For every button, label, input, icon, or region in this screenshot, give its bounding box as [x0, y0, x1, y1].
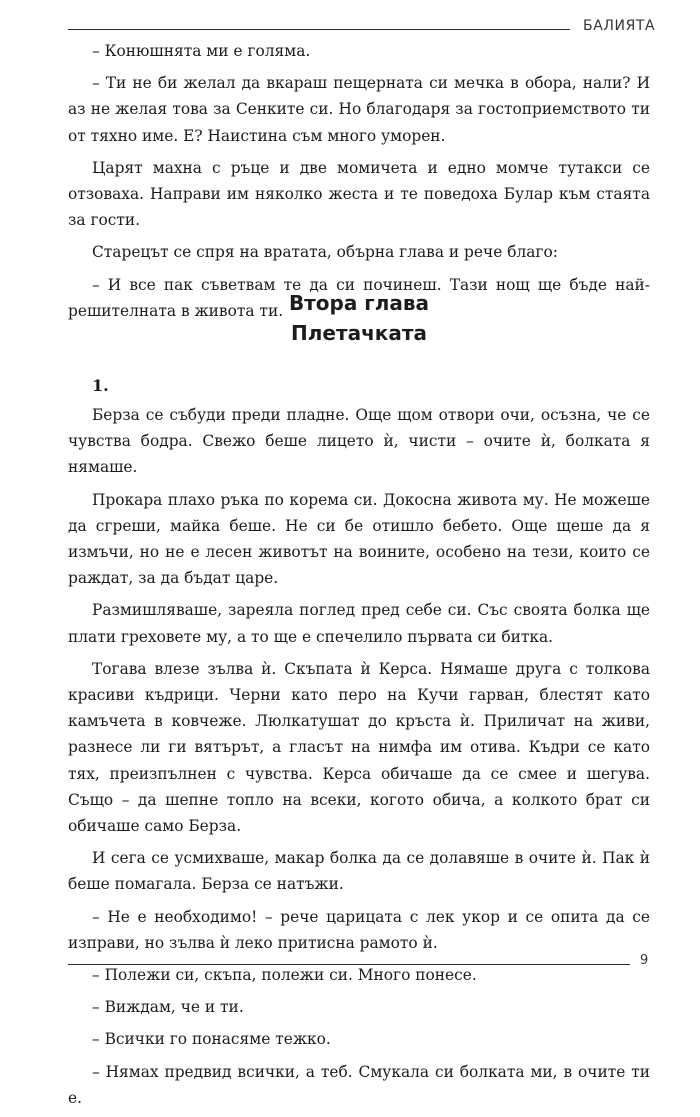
paragraph: Тогава влезе зълва ѝ. Скъпата ѝ Керса. Нямаше друга с толкова красиви къдрици. Черни като перо на Кучи гарван, блестят като камъчета в ковчеже. Люлкатушат до кръста ѝ. Приличат на живи, разнесе ли ги вятърът, а гласът на нимфа им отива. Къдри се като тях, преизпълнен с чувства. Керса обичаше да се смее и шегува. Също – да шепне топло на всеки, когото обича, а колкото брат си обичаше само Берза. [68, 659, 650, 836]
paragraph: Размишляваше, зареяла поглед пред себе си. Със своята болка ще плати греховете му, а то ще е спечелило първата си битка. [68, 601, 650, 646]
main-text-block [68, 402, 650, 1117]
paragraph: Старецът се спря на вратата, обърна глава и рече благо: [92, 243, 558, 262]
section-number: 1. [92, 376, 109, 395]
paragraph: – Ти не би желал да вкараш пещерната си мечка в обора, нали? И аз не желая това за Сенките си. Но благодаря за гостоприемството ти от тяхно име. Е? Наистина съм много уморен. [68, 74, 650, 145]
paragraph: Царят махна с ръце и две момичета и едно момче тутакси се отзоваха. Направи им няколко жеста и те поведоха Булар към стаята за гости. [68, 158, 650, 230]
paragraph: И сега се усмихваше, макар болка да се долавяше в очите ѝ. Пак ѝ беше помагала. Берза се натъжи. [68, 849, 650, 894]
top-text-block [68, 38, 650, 330]
footer-rule [68, 964, 630, 965]
paragraph: Берза се събуди преди пладне. Още щом отвори очи, осъзна, че се чувства бодра. Свежо беше лицето ѝ, чисти – очите ѝ, болката я нямаше. [68, 406, 650, 477]
chapter-title: Плетачката [291, 321, 427, 345]
paragraph: – Конюшнята ми е голяма. [92, 42, 311, 60]
paragraph: Прокара плахо ръка по корема си. Докосна живота му. Не можеше да сгреши, майка беше. Не си бе отишло бебето. Още щеше да я измъчи, но не е лесен животът на воините, особено на тези, които се раждат, за да бъдат царе. [68, 490, 650, 588]
paragraph: – И все пак съветвам те да си починеш. Тази нощ ще бъде най-решителната в живота ти. [68, 275, 650, 320]
running-title: БАЛИЯТА [583, 18, 656, 34]
page-number: 9 [640, 953, 649, 968]
paragraph: – Нямах предвид всички, а теб. Смукала си болката ми, в очите ти е. [68, 1062, 650, 1107]
chapter-heading [68, 288, 650, 348]
paragraph: – Виждам, че и ти. [92, 998, 244, 1017]
paragraph: – Не е необходимо! – рече царицата с лек укор и се опита да се изправи, но зълва ѝ леко притисна рамото ѝ. [68, 907, 650, 952]
chapter-number: Втора глава [288, 291, 430, 315]
paragraph: – Всички го понасяме тежко. [92, 1030, 331, 1049]
paragraph: – Полежи си, скъпа, полежи си. Много понесе. [92, 966, 477, 985]
header-rule [68, 29, 570, 30]
